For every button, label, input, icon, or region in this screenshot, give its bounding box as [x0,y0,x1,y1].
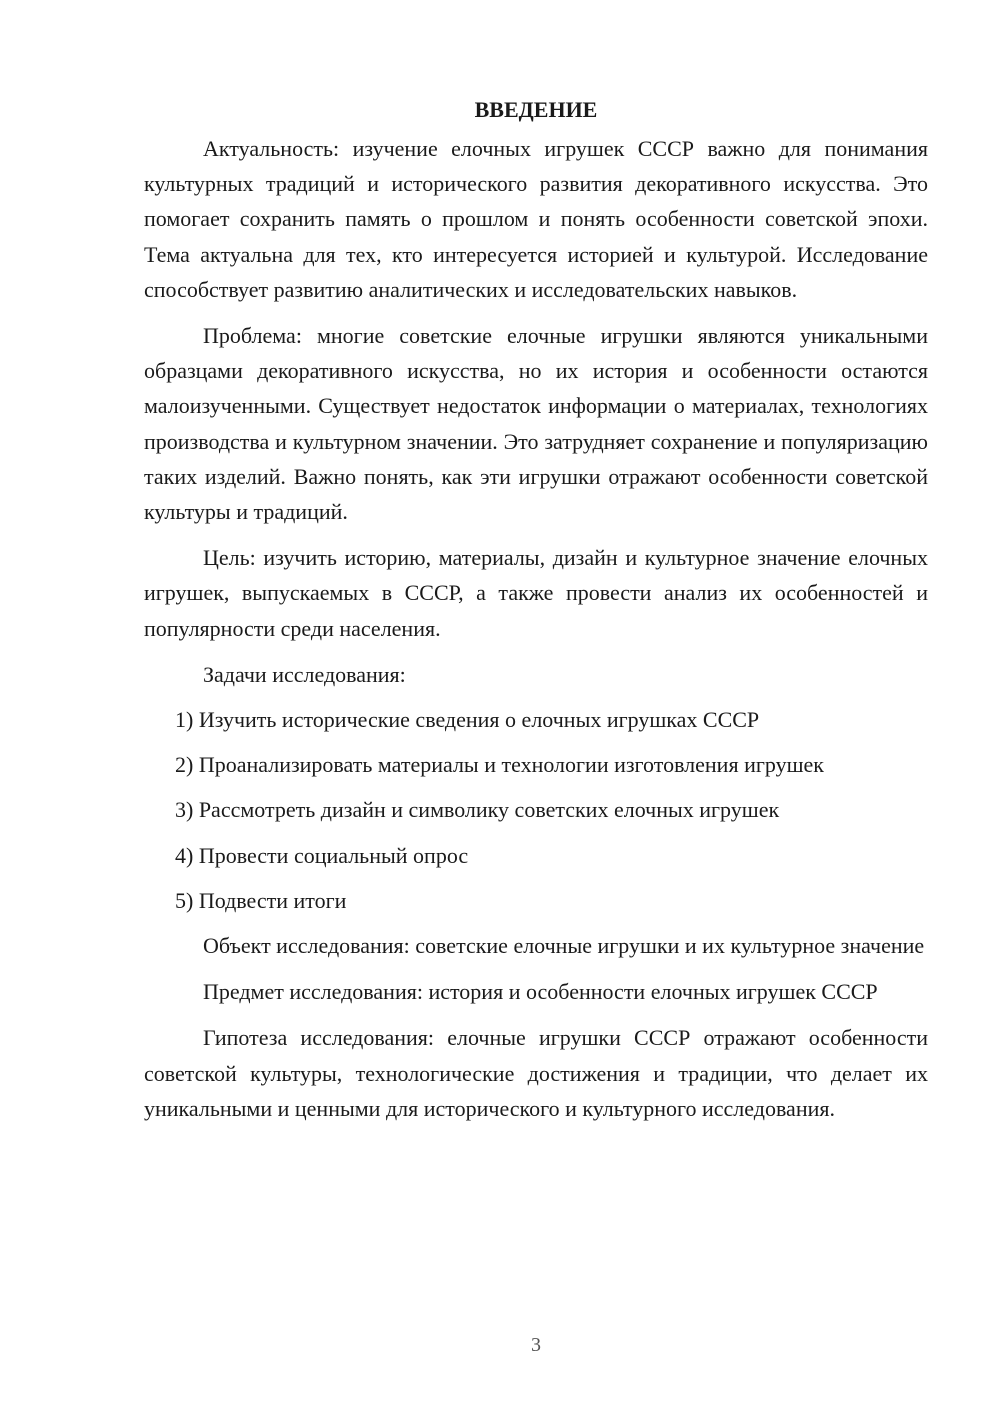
section-title: ВВЕДЕНИЕ [474,97,598,122]
task-list [144,702,928,918]
task-item: 3) Рассмотреть дизайн и символику советских елочных игрушек [175,797,780,823]
paragraph-hypothesis: Гипотеза исследования: елочные игрушки СССР отражают особенности советской культуры, технологические достижения и традиции, что делает их уникальными и ценными для исторического и культурного исследования. [144,1025,928,1121]
paragraph-relevance: Актуальность: изучение елочных игрушек СССР важно для понимания культурных традиций и исторического развития декоративного искусства. Это помогает сохранить память о прошлом и понять особенности советской эпохи. Тема актуальна для тех, кто интересуется историей и культурой. Исследование способствует развитию аналитических и исследовательских навыков. [144,136,928,302]
tasks-heading: Задачи исследования: [203,661,406,687]
document-page [144,92,928,1137]
task-item: 2) Проанализировать материалы и технологии изготовления игрушек [175,752,824,778]
paragraph-problem: Проблема: многие советские елочные игрушки являются уникальными образцами декоративного искусства, но их история и особенности остаются малоизученными. Существует недостаток информации о материалах, технологиях производства и культурном значении. Это затрудняет сохранение и популяризацию таких изделий. Важно понять, как эти игрушки отражают особенности советской культуры и традиций. [144,323,928,525]
paragraph-subject: Предмет исследования: история и особенности елочных игрушек СССР [203,979,878,1005]
task-item: 1) Изучить исторические сведения о елочных игрушках СССР [175,707,760,733]
paragraph-goal: Цель: изучить историю, материалы, дизайн и культурное значение елочных игрушек, выпускаемых в СССР, а также провести анализ их особенностей и популярности среди населения. [144,545,928,641]
page-number: 3 [531,1334,541,1356]
task-item: 4) Провести социальный опрос [175,842,469,868]
paragraph-object: Объект исследования: советские елочные игрушки и их культурное значение [203,933,925,959]
task-item: 5) Подвести итоги [175,887,347,913]
